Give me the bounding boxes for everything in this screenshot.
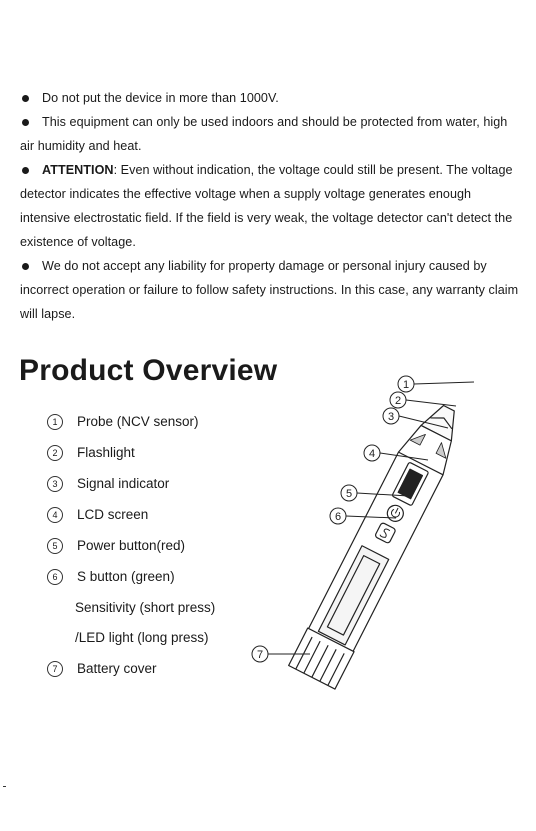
sub-label: Sensitivity (short press) — [75, 600, 216, 615]
warning-text: Do not put the device in more than 1000V. — [42, 91, 279, 105]
callout-number: 2 — [394, 395, 402, 407]
callout-leader — [406, 400, 456, 406]
part-label: LCD screen — [77, 507, 149, 522]
callout-number: 5 — [345, 488, 353, 500]
part-number: 2 — [47, 445, 63, 461]
part-label: Power button(red) — [77, 538, 186, 553]
part-label: Signal indicator — [77, 476, 170, 491]
section-title: Product Overview — [19, 354, 278, 387]
part-number: 4 — [47, 507, 63, 523]
part-number: 5 — [47, 538, 63, 554]
warning-text: : Even without indication, the voltage could still be present. The voltage detector indicates the effective voltage when a supply voltage generates enough intensive electrostatic field. If the field is very weak, the voltage detector can't detect the existence of voltage. — [20, 163, 513, 249]
part-number: 7 — [47, 661, 63, 677]
part-label: Flashlight — [77, 445, 135, 460]
part-number: 6 — [47, 569, 63, 585]
attention-label: ATTENTION — [42, 163, 114, 177]
callout-number: 6 — [334, 511, 342, 523]
warning-text: We do not accept any liability for property damage or personal injury caused by incorrect operation or failure to follow safety instructions. In this case, any warranty claim will lapse. — [20, 259, 519, 321]
part-label: Probe (NCV sensor) — [77, 414, 199, 429]
part-number: 1 — [47, 414, 63, 430]
callout-number: 4 — [368, 448, 376, 460]
callout-number: 7 — [256, 649, 264, 661]
callout-number: 3 — [387, 411, 395, 423]
sub-label: /LED light (long press) — [75, 630, 209, 645]
callout-number: 1 — [402, 379, 410, 391]
warning-text: This equipment can only be used indoors and should be protected from water, high air humidity and heat. — [20, 115, 508, 153]
page-mark — [3, 786, 6, 787]
part-label: S button (green) — [77, 569, 175, 584]
part-number: 3 — [47, 476, 63, 492]
callout-leader — [414, 382, 474, 384]
detector-body — [289, 396, 472, 689]
part-label: Battery cover — [77, 661, 157, 676]
